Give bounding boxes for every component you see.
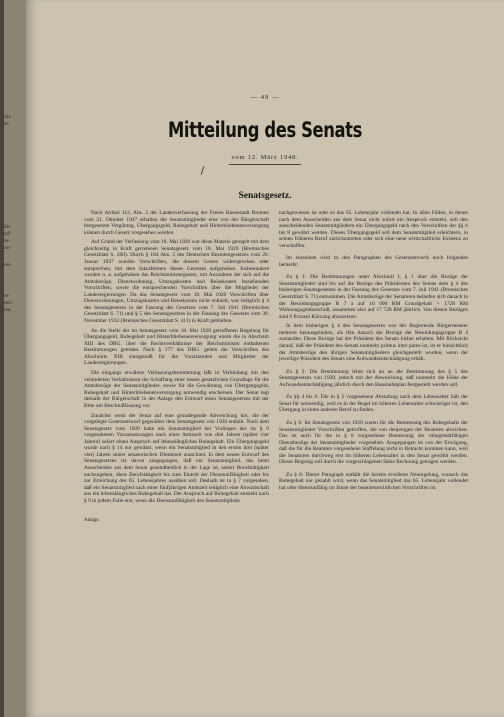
previous-page-line: zuf- [3,231,12,237]
previous-page-edge [0,0,26,717]
paragraph: Auf Grund der Verfassung vom 18. Mai 1920 war diese Materie geregelt mit dem gleichzeitig in Kraft getretenen Senatsgesetz vom 18. Mai 1920 (Bremisches Gesetzblatt S. 200). Durch § 184 Abs. 3 des Deutschen Beamtengesetzes vom 26. Januar 1937 wurden Vorschriften, die diesem Gesetz widersprechen oder entsprechen, mit dem Inkrafttreten dieses Gesetzes aufgehoben. Insbesondere wurden u. a. aufgehoben das Reichsministergesetz, mit Ausnahme der sich auf die Amtsbezüge, Dienstwohnung, Umzugskosten und Reisekosten beziehenden Vorschriften, sowie die entsprechenden Vorschriften über die Mitglieder der Landesregierungen. Da das Senatsgesetz vom 18. Mai 1920 Vorschriften über Dienstwohnungen, Umzugskosten und Reisekosten nicht enthielt, war lediglich § 4 des Senatsgesetzes in der Fassung des Gesetzes vom 7. Juli 1941 (Bremisches Gesetzblatt S. 71) und § 5 des Senatsgesetzes in der Fassung des Gesetzes vom 30. November 1932 (Bremisches Gesetzblatt S. 411) in Kraft geblieben. [84,239,269,324]
previous-page-line: vor- [3,245,12,251]
previous-page-line: be- [3,121,10,127]
paragraph: nachgewiesen ist oder es das 65. Lebensjahr vollendet hat. In allen Fällen, in denen nach dem Ausscheiden aus dem Senat nicht sofort ein Anspruch entsteht, soll den ausscheidenden Senatsmitgliedern ein Übergangsgeld nach den Vorschriften der §§ 6 bis 8 gewährt werden. Dieses Übergangsgeld soll dem Senatsmitglied erleichtern, in seinen früheren Beruf zurückzutreten oder sich eine neue wirtschaftliche Existenz zu verschaffen. [279,210,468,249]
paragraph: An die Stelle der im Senatsgesetz vom 18. Mai 1920 getroffenen Regelung für Übergangsgeld, Ruhegehalt und Hinterbliebenenversorgung waren die in Abschnitt XIII des DBG. über die Rechtsverhältnisse der Reichsminister enthaltenen Bestimmungen getreten. Nach § 177 des DBG. gelten die Vorschriften des Abschnitts XIII sinngemäß für die Vorsitzenden und Mitglieder der Landesregierungen. [84,327,269,367]
previous-page-line: Ab- [3,224,12,230]
paragraph: In dem bisherigen § 4 des Senatsgesetzes war der Regierende Bürgermeister mehrere herausgehoben, als ihm danach die Bezüge der Besoldungsgruppe B 4 zustanden. Diese Bezüge hat der Präsident des Senats bisher erhalten. Mit Rücksicht darauf, daß der Präsident des Senats nunmehr primus inter pares ist, ist er hinsichtlich der Amtsbezüge den übrigen Senatsmitgliedern gleichgestellt worden, wenn der jeweilige Präsident des Senats eine Aufwandsentschädigung erhält. [279,323,468,363]
document-page [26,0,504,717]
previous-page-line: he- [3,293,10,299]
previous-page-line: nen. [3,307,12,313]
page-number: — 49 — [250,94,280,101]
previous-page-line: reit- [3,114,12,120]
section-heading: Senatsgesetz. [238,191,292,201]
paragraph: Die eingangs erwähnte Verfassungsbestimmung läßt in Verbindung mit den veränderten Verhältnissen die Schaffung einer neuen gesetzlichen Grundlage für die Amtsbezüge der Senatsmitglieder, sowie für die Gewährung von Übergangsgeld, Ruhegehalt und Hinterbliebenenversorgung notwendig erscheinen. Der Senat legt deshalb der Bürgerschaft in der Anlage den Entwurf eines Senatsgesetzes mit der Bitte um Beschlußfassung vor. [84,370,269,409]
paragraph: Zu §§ 4 bis 6: Die in § 5 vorgesehene Abstufung nach dem Lebensalter hält der Senat für notwendig, weil es in der Regel im höheren Lebensalter schwieriger ist, den Übergang in einen anderen Beruf zu finden. [279,394,468,414]
paragraph: Im einzelnen wird zu den Paragraphen des Gesetzentwurfs noch folgendes bemerkt: [279,255,468,268]
page-fold-shadow [0,0,4,717]
page-title: Mitteilung des Senats [168,118,362,142]
left-text-column [84,210,269,528]
title-divider [229,164,301,165]
paragraph: Zu § 6: Im Senatsgesetz von 1920 waren für die Bemessung des Ruhegehalts der Senatsmitglieder Vorschriften getroffen, die von denjenigen der Beamten abwichen. Das ist auch für die in § 8 vorgesehene Bemessung der ruhegehaltfähigen Dienstbezüge der Senatsmitglieder vorgesehen. Ausgegangen ist von der Erwägung, daß die für die Beamten vorgesehene Staffelung nicht in Betracht kommen kann, weil die Senatoren durchweg erst im höheren Lebensalter in den Senat gewählt werden. Dieser Reglung soll durch die vorgeschlagenen Sätze Rechnung getragen werden. [279,419,468,466]
paragraph: Zunächst weist der Senat auf eine grundlegende Abweichung hin, die der vorgelegte Gesetzentwurf gegenüber dem Senatsgesetz von 1920 enthält. Nach dem Senatsgesetz vom 1920 hatte ein Senatsmitglied bei Vorliegen der im § 6 vorgesehenen Voraussetzungen nach einer Amtszeit von drei Jahren (später vier Jahren) sofort einen Anspruch auf lebenslängliches Ruhegehalt. Ein Übergangsgeld wurde nach § 14 nur gewährt, wenn ein Senatsmitglied in den ersten drei (später vier) Jahren seiner senatorischen Dienstzeit ausschied. In dem neuen Entwurf des Senatsgesetzes ist davon ausgegangen, daß ein Senatsmitglied, das beim Ausscheiden aus dem Senat gesundheitlich in der Lage ist, seiner Berufstätigkeit nachzugehen, diese Berufstätigkeit bis zum Eintritt der Dienstunfähigkeit oder bis zur Erreichung des 65. Lebensjahres ausüben soll. Deshalb ist in § 7 vorgesehen, daß ein Senatsmitglied nach einer fünfjährigen Amtszeit lediglich eine Anwartschaft aus ein lebenslängliches Ruhegehalt hat. Der Anspruch auf Ruhegehalt entsteht nach § 9 in jedem Falle erst, wenn die Dienstunfähigkeit des Senatsmitglieds [84,412,269,504]
pen-mark [201,166,205,175]
previous-page-line: be- [3,238,10,244]
previous-page-line: ver- [3,262,12,268]
paragraph: Zu § 2: Die Bestimmung lehnt sich an an die Bestimmung des § 5 des Senatsgesetzes von 1920, jedoch mit der Abweichung, daß nunmehr die Höhe der Aufwandsentschädigung jährlich durch den Haushaltsplan festgestellt werden soll. [279,368,468,388]
previous-page-line: men [3,300,12,306]
paragraph: Zu § 8: Dieser Paragraph enthält die bereits erwähnte Neuregelung, wonach das Ruhegehalt nur gezahlt wird, wenn das Senatsmitglied das 65. Lebensjahr vollendet hat oder dienstunfähig im Sinne der beamtenrechtlichen Vorschriften ist. [279,471,468,491]
right-text-column [279,210,468,495]
paragraph: Zu § 1: Die Bestimmungen unter Abschnitt I, § 1 über die Bezüge der Senatsmitglieder sind bis auf die Bezüge des Präsidenten des Senats dem § 4 des bisherigen Senatsgesetzes in der Fassung des Gesetzes vom 7. Juli 1941 (Bremisches Gesetzblatt S. 71) entnommen. Die Amtsbezüge der Senatoren belaufen sich danach in der Besoldungsgruppe B 7 a auf 16 000 RM Grundgehalt + 1728 RM Wohnungsgeldzuschuß, zusammen also auf 17 728 RM jährlich. Von diesen Bezügen sind 6 Prozent Kürzung abzusetzen. [279,274,468,320]
publication-date: vom 12. März 1948. [231,154,299,161]
attachment-note: Anlage. [84,518,100,524]
paragraph: Nach Artikel 112, Abs. 2 der Landesverfassung der Freien Hansestadt Bremen vom 21. Oktober 1947 erhalten die Senatsmitglieder eine von der Bürgerschaft festgesetzte Vergütung. Übergangsgeld, Ruhegehalt und Hinterbliebenenversorgung können durch Gesetz vorgesehen werden. [84,210,269,236]
